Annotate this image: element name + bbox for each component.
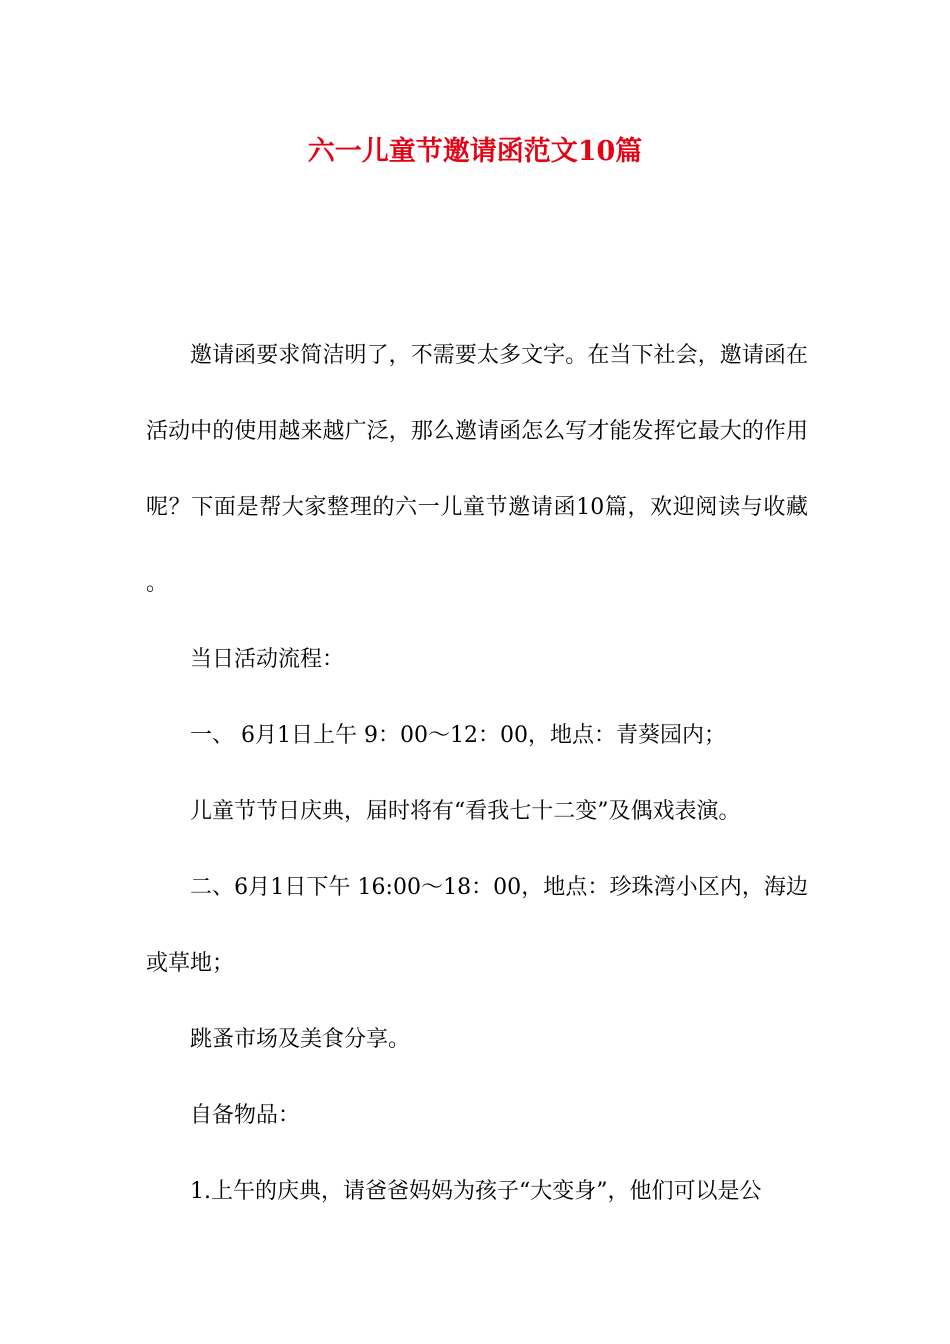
schedule-item-morning-detail: 儿童节节日庆典，届时将有“看我七十二变”及偶戏表演。: [190, 799, 741, 824]
schedule-item-afternoon-detail: 跳蚤市场及美食分享。: [190, 1027, 411, 1052]
intro-paragraph: 邀请函要求简洁明了，不需要太多文字。在当下社会，邀请函在活动中的使用越来越广泛，那么邀请函怎么写才能发挥它最大的作用呢？下面是帮大家整理的六一儿童节邀请函10篇，欢迎阅读与收藏。: [146, 343, 808, 596]
supplies-item-1: 1.上午的庆典，请爸爸妈妈为孩子“大变身”，他们可以是公: [190, 1179, 762, 1204]
schedule-item-morning: 一、 6月1日上午 9：00～12：00，地点：青葵园内；: [190, 723, 726, 748]
schedule-heading: 当日活动流程：: [190, 647, 345, 672]
document-body: [146, 318, 808, 1230]
document-title: 六一儿童节邀请函范文10篇: [307, 136, 643, 167]
supplies-heading: 自备物品：: [190, 1103, 301, 1128]
schedule-item-afternoon: 二、6月1日下午 16:00～18：00，地点：珍珠湾小区内，海边或草地；: [146, 875, 808, 976]
